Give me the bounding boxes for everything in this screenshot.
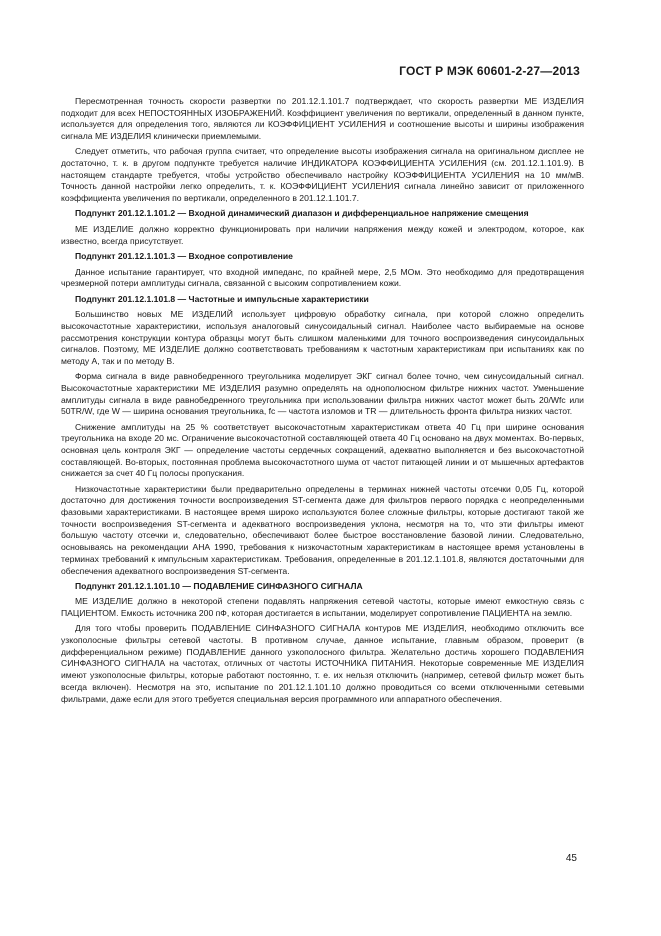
paragraph: Снижение амплитуды на 25 % соответствует высокочастотным характеристикам ответа 40 Гц при ширине основания треугольника на входе 20 мс. Ограничение высокочастотной составляющей ответа 40 Гц основано на двух моментах. Во-первых, основная цель контроля ЭКГ — определение частоты сердечных сокращений, адекватно выполняется и без высокочастотной составляющей. Во-вторых, постоянная проблема высокочастотного шума от частот питающей линии и от мышечных артефактов снижается за счет 40 Гц полосы пропускания. [61, 421, 584, 479]
subclause-heading: Подпункт 201.12.1.101.2 — Входной динамический диапазон и дифференциальное напряжение смещения [75, 208, 529, 219]
paragraph: Форма сигнала в виде равнобедренного треугольника моделирует ЭКГ сигнал более точно, чем синусоидальный сигнал. Высокочастотные характеристики МЕ ИЗДЕЛИЯ разумно определять на однополюсном фильтре нижних частот. Уменьшение амплитуды сигнала в виде равнобедренного треугольника при использовании фильтра нижних частот может быть 20/Wfc или 50TR/W, где W — ширина основания треугольника, fc — частота изломов и TR — длительность фронта фильтра низких частот. [61, 371, 584, 417]
body-text [61, 96, 584, 709]
paragraph: Следует отметить, что рабочая группа считает, что определение высоты изображения сигнала на оригинальном дисплее не достаточно, т. к. в другом подпункте требуется наличие ИНДИКАТОРА КОЭФФИЦИЕНТА УСИЛЕНИЯ (см. 201.12.1.101.9). В настоящем стандарте требуется, чтобы устройство обеспечивало настройку КОЭФФИЦИЕНТА УСИЛЕНИЯ на 10 мм/мВ. Точность данной настройки легко определить, т. к. КОЭФФИЦИЕНТ УСИЛЕНИЯ сигнала линейно зависит от приложенного коэффициента увеличения по вертикали, определенного в 201.12.1.101.7. [61, 146, 584, 204]
subclause-heading: Подпункт 201.12.1.101.3 — Входное сопротивление [75, 250, 293, 261]
document-code-header: ГОСТ Р МЭК 60601-2-27—2013 [399, 64, 580, 78]
paragraph: МЕ ИЗДЕЛИЕ должно корректно функционировать при наличии напряжения между кожей и электродом, которое, как известно, всегда присутствует. [61, 224, 584, 246]
subclause-heading: Подпункт 201.12.1.101.8 — Частотные и импульсные характеристики [75, 293, 369, 304]
paragraph: Низкочастотные характеристики были предварительно определены в терминах нижней частоты отсечки 0,05 Гц, которой достаточно для достижения точности воспроизведения ST-сегмента даже для фильтров первого порядка с неопределенными фазовыми характеристиками. В настоящее время широко используются более сложные фильтры, которые достигают такой же точности воспроизведения ST-сегмента и адекватного воспроизведения уклона, несмотря на то, что эти фильтры имеют большую частоту отсечки и, следовательно, обеспечивают более быстрое восстановление базовой линии. Следовательно, основываясь на рекомендации АНА 1990, требования к низкочастотным характеристикам в настоящее время установлены в терминах требований к импульсным характеристикам. Требования, определенные в 201.12.1.101.8, являются достаточными для обеспечения адекватного воспроизведения ST-сегмента. [61, 483, 584, 576]
page-number: 45 [565, 853, 577, 864]
paragraph: МЕ ИЗДЕЛИЕ должно в некоторой степени подавлять напряжения сетевой частоты, которые имеют емкостную связь с ПАЦИЕНТОМ. Емкость источника 200 пФ, которая достигается в испытании, моделирует сопротивление ПАЦИЕНТА на землю. [61, 596, 584, 619]
subclause-heading: Подпункт 201.12.1.101.10 — ПОДАВЛЕНИЕ СИНФАЗНОГО СИГНАЛА [75, 580, 363, 591]
paragraph: Большинство новых МЕ ИЗДЕЛИЙ использует цифровую обработку сигнала, при которой сложно определить высокочастотные характеристики, используя аналоговый синусоидальный сигнал. Наиболее часто выбираемые на основе рассмотрения конструкции контура образцы могут быть слишком маленькими для точного воспроизведения синусоидальных сигналов. Поэтому, МЕ ИЗДЕЛИЕ должно соответствовать требованиям к частотным характеристикам при испытаниях как по методу А, так и по методу В. [61, 309, 584, 367]
paragraph: Данное испытание гарантирует, что входной импеданс, по крайней мере, 2,5 МОм. Это необходимо для предотвращения чрезмерной потери амплитуды сигнала, связанной с высоким сопротивлением кожи. [61, 266, 584, 289]
paragraph: Для того чтобы проверить ПОДАВЛЕНИЕ СИНФАЗНОГО СИГНАЛА контуров МЕ ИЗДЕЛИЯ, необходимо отключить все узкополосные фильтры сетевой частоты. В противном случае, данное испытание, главным образом, проверит (в дифференциальном режиме) ПОДАВЛЕНИЕ данного узкополосного фильтра. Желательно достичь хорошего ПОДАВЛЕНИЯ СИНФАЗНОГО СИГНАЛА на частотах, отличных от частоты ИСТОЧНИКА ПИТАНИЯ. Некоторые современные МЕ ИЗДЕЛИЯ имеют узкополосные фильтры, которые работают постоянно, т. е. их нельзя отключить (например, сетевой фильтр может быть всегда включен). Несмотря на это, испытание по 201.12.1.101.10 должно проводиться со всеми отключенными сетевыми фильтрами, даже если для этого требуется специальная версия программного или аппаратного обеспечения. [61, 623, 584, 704]
paragraph: Пересмотренная точность скорости развертки по 201.12.1.101.7 подтверждает, что скорость развертки МЕ ИЗДЕЛИЯ подходит для всех НЕПОСТОЯННЫХ ИЗОБРАЖЕНИЙ. Коэффициент увеличения по вертикали, определенный в данном пункте, используется для определения того, являются ли КОЭФФИЦИЕНТ УСИЛЕНИЯ и соотношение высоты и ширины изображения сигнала МЕ ИЗДЕЛИЯ клинически приемлемыми. [61, 96, 584, 142]
